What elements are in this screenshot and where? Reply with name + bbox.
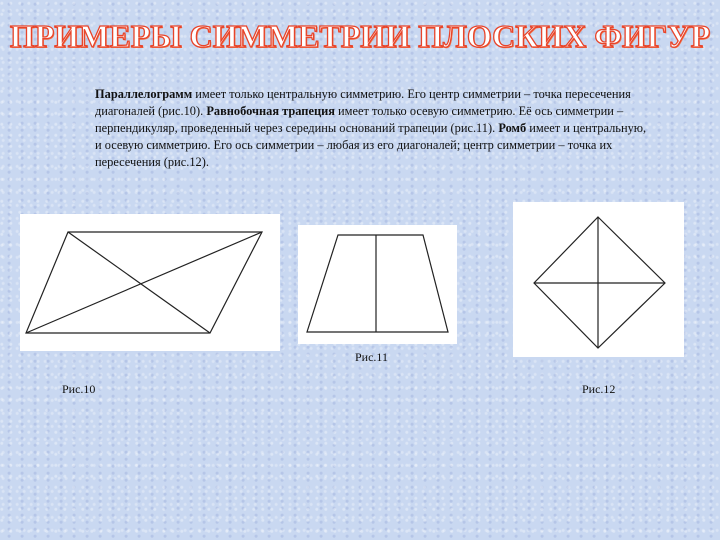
rhombus-diagram [513,202,684,357]
term-bold: Равнобочная трапеция [206,104,335,118]
term-bold: Ромб [498,121,527,135]
caption-fig10: Рис.10 [62,382,96,396]
trapezoid-outline [307,235,448,332]
figure-parallelogram [20,214,280,351]
figure-rhombus [513,202,684,357]
description-paragraph [95,86,655,171]
parallelogram-diagram [20,214,280,351]
paragraph-text: имеет и центральную, и осевую симметрию. Его ось симметрии – любая из его диагоналей; центр симметрии – точка их пересечения (рис.12). [95,121,647,169]
caption-fig12: Рис.12 [582,382,616,396]
figure-trapezoid [298,225,457,344]
parallelogram-diagonal-1 [68,232,210,333]
trapezoid-diagram [298,225,457,344]
paragraph-text: имеет только осевую симметрию. Её ось симметрии – перпендикуляр, проведенный через середины оснований трапеции (рис.11). [95,104,624,135]
paragraph-text: имеет только центральную симметрию. Его центр симметрии – точка пересечения диагоналей (рис.10). [95,87,631,118]
caption-fig11: Рис.11 [355,350,388,364]
page-title: ПРИМЕРЫ СИММЕТРИИ ПЛОСКИХ ФИГУР [9,18,711,54]
term-bold: Параллелограмм [95,87,193,101]
